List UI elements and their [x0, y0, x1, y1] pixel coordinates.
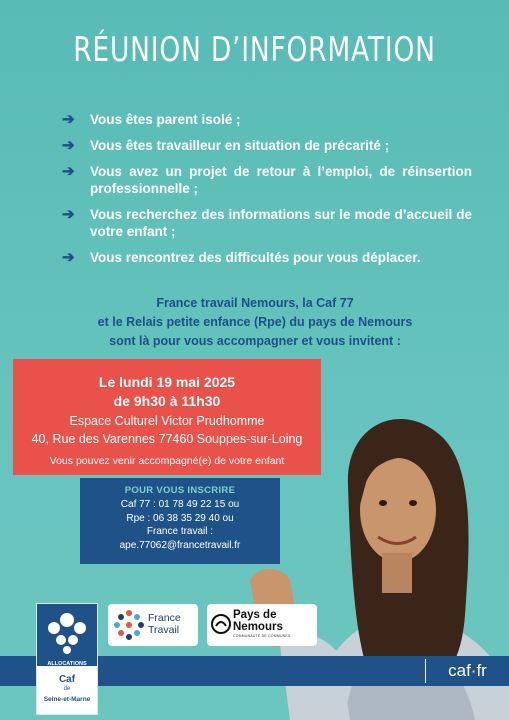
- register-email-link[interactable]: ape.77062@francetravail.fr: [119, 539, 241, 551]
- register-title: POUR VOUS INSCRIRE: [124, 485, 236, 496]
- caf-fr-link[interactable]: caf·fr: [425, 659, 509, 683]
- caf-logo: [36, 603, 98, 715]
- caf-logo-emblem: [37, 604, 97, 666]
- page-title: RÉUNION D’INFORMATION: [73, 30, 436, 70]
- pays-de-nemours-title: Pays de Nemours: [233, 609, 283, 633]
- list-item: ➔ Vous recherchez des informations sur le mode d’accueil de votre enfant ;: [62, 206, 472, 239]
- register-box: [80, 478, 280, 564]
- pays-de-nemours-subtitle: COMMUNAUTÉ DE COMMUNES: [233, 634, 291, 638]
- arrow-right-icon: ➔: [62, 249, 75, 266]
- partners-text: [40, 294, 470, 351]
- caf-logo-name: Caf: [58, 674, 76, 685]
- bullet-list: [62, 111, 472, 275]
- france-travail-text: France Travail: [148, 612, 181, 636]
- event-box: [13, 359, 321, 475]
- register-rpe-phone: Rpe : 06 38 35 29 40 ou: [126, 512, 234, 524]
- pays-de-nemours-logo: [207, 604, 317, 646]
- register-ft-label: France travail :: [146, 526, 214, 537]
- arrow-right-icon: ➔: [62, 163, 75, 180]
- caf-logo-dept: Seine-et-Marne: [43, 696, 91, 703]
- event-note: Vous pouvez venir accompagné(e) de votre enfant: [49, 455, 285, 467]
- partners-line: et le Relais petite enfance (Rpe) du pays de Nemours: [97, 315, 413, 329]
- partners-line: France travail Nemours, la Caf 77: [156, 296, 354, 310]
- print-credit: [494, 470, 502, 630]
- france-travail-dots-icon: [111, 607, 147, 643]
- family-icon: [37, 604, 97, 660]
- event-time: de 9h30 à 11h30: [113, 393, 221, 409]
- list-item: ➔ Vous êtes travailleur en situation de précarité ;: [62, 137, 390, 154]
- list-item: ➔ Vous rencontrez des difficultés pour vous déplacer.: [62, 249, 421, 266]
- event-place: Espace Culturel Victor Prudhomme: [69, 414, 265, 428]
- partners-line: sont là pour vous accompagner et vous invitent :: [109, 334, 401, 348]
- arrow-right-icon: ➔: [62, 206, 75, 223]
- register-caf-phone: Caf 77 : 01 78 49 22 15 ou: [120, 499, 240, 510]
- list-item: ➔ Vous êtes parent isolé ;: [62, 111, 241, 128]
- arrow-right-icon: ➔: [62, 137, 75, 154]
- event-date: Le lundi 19 mai 2025: [98, 374, 236, 390]
- arrow-right-icon: ➔: [62, 111, 75, 128]
- caf-logo-label: ALLOCATIONS FAMILIALES: [47, 661, 87, 673]
- france-travail-logo: [108, 604, 198, 646]
- caf-logo-de: de: [63, 686, 71, 692]
- event-address: 40, Rue des Varennes 77460 Souppes-sur-Loing: [31, 432, 303, 446]
- list-item: ➔ Vous avez un projet de retour à l’emploi, de réinsertion professionnelle ;: [62, 163, 472, 196]
- pays-de-nemours-icon: [211, 614, 231, 634]
